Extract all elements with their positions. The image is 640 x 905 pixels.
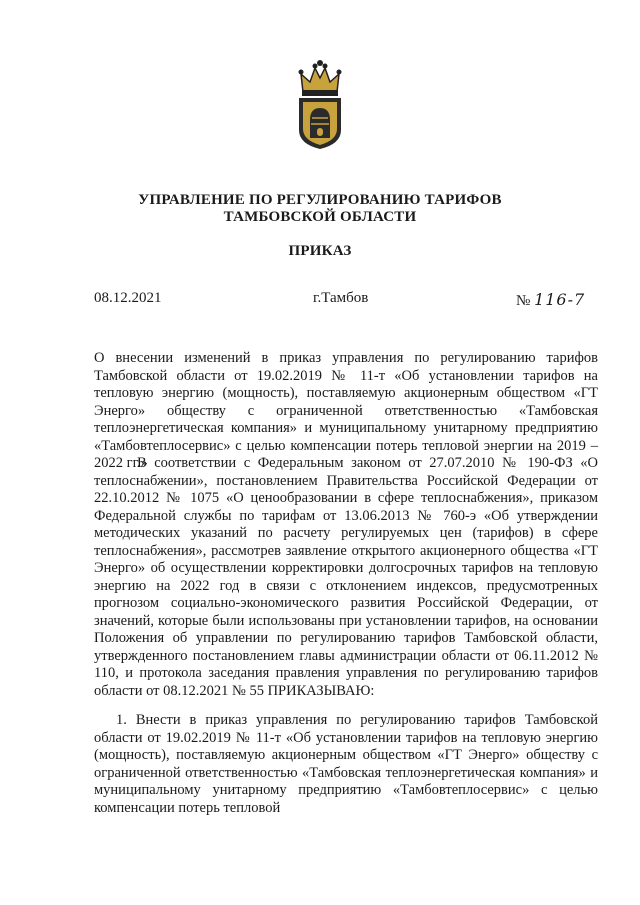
document-type: ПРИКАЗ xyxy=(288,243,352,259)
order-title: О внесении изменений в приказ управления по регулированию тарифов Тамбовской области от 19.02.2019 № 11-т «Об установлении тарифов на тепловую энергию (мощность), поставляемую акционерным обществом «ГТ Энерго» обществу с ограниченной ответственностью «Тамбовская теплоэнергетическая компания» и муниципальному унитарному предприятию «Тамбовтеплосервис» с целью компенсации потерь тепловой энергии на 2019 – 2022 гг.» xyxy=(94,350,598,471)
organization-name-line1: УПРАВЛЕНИЕ ПО РЕГУЛИРОВАНИЮ ТАРИФОВ xyxy=(138,192,502,208)
handwritten-number: 116-7 xyxy=(534,290,586,309)
number-sign: № xyxy=(516,293,531,309)
organization-name-line2: ТАМБОВСКОЙ ОБЛАСТИ xyxy=(223,209,417,225)
preamble-paragraph: В соответствии с Федеральным законом от 27.07.2010 № 190-ФЗ «О теплоснабжении», постановлением Правительства Российской Федерации от 22.10.2012 № 1075 «О ценообразовании в сфере теплоснабжения», приказом Федеральной службы по тарифам от 13.06.2013 № 760-э «Об утверждении методических указаний по расчету регулируемых цен (тарифов) в сфере теплоснабжения», рассмотрев заявление открытого акционерного общества «ГТ Энерго» об осуществлении корректировки долгосрочных тарифов на тепловую энергию на 2022 год в связи с отклонением индексов, предусмотренных прогнозом социально-экономического развития Российской Федерации, от значений, которые были использованы при установлении тарифов, на основании Положения об управлении по регулированию тарифов Тамбовской области, утвержденного постановлением главы администрации области от 06.11.2012 № 110, и протокола заседания правления управления по регулированию тарифов области от 08.12.2021 № 55 ПРИКАЗЫВАЮ: xyxy=(94,455,598,699)
order-date: 08.12.2021 xyxy=(94,290,162,306)
order-item-1: 1. Внести в приказ управления по регулированию тарифов Тамбовской области от 19.02.2019 № 11-т «Об установлении тарифов на тепловую энергию (мощность), поставляемую акционерным обществом «ГТ Энерго» обществу с ограниченной ответственностью «Тамбовская теплоэнергетическая компания» и муниципальному унитарному предприятию «Тамбовтеплосервис» с целью компенсации потерь тепловой xyxy=(94,712,598,816)
coat-of-arms-icon xyxy=(293,58,347,150)
order-number xyxy=(516,290,585,310)
order-city: г.Тамбов xyxy=(313,290,369,306)
